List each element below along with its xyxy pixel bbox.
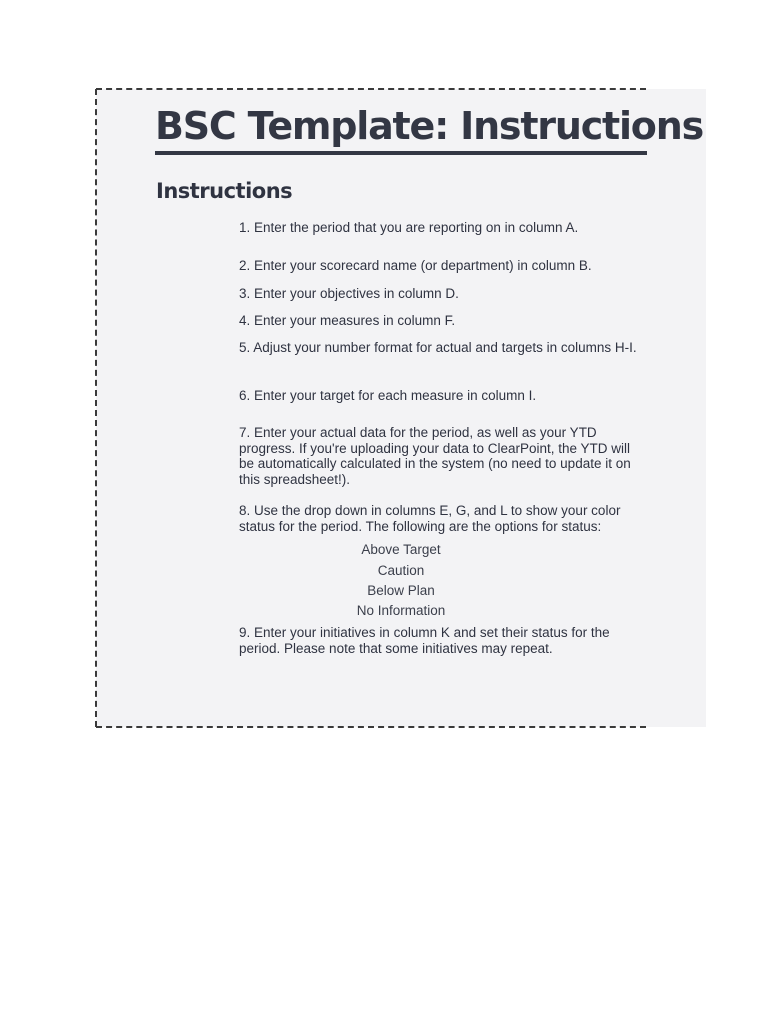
page-break-bottom bbox=[96, 726, 646, 728]
step-8: 8. Use the drop down in columns E, G, and L to show your color status for the period. The following are the options for status: bbox=[239, 503, 621, 534]
step-6: 6. Enter your target for each measure in column I. bbox=[239, 388, 537, 403]
page-break-top bbox=[96, 88, 646, 90]
page-break-left bbox=[95, 89, 97, 727]
status-option-above-target: Above Target bbox=[361, 542, 441, 557]
step-7: 7. Enter your actual data for the period, as well as your YTD progress. If you're uploading your data to ClearPoint, the YTD will be automatically calculated in the system (no need to update it on this spreadsheet!). bbox=[239, 425, 631, 487]
step-9: 9. Enter your initiatives in column K and set their status for the period. Please note that some initiatives may repeat. bbox=[239, 625, 610, 656]
step-5: 5. Adjust your number format for actual and targets in columns H-I. bbox=[239, 340, 637, 355]
title-cell bbox=[155, 100, 703, 156]
section-heading: Instructions bbox=[156, 179, 293, 203]
step-2: 2. Enter your scorecard name (or department) in column B. bbox=[239, 258, 592, 273]
status-option-below-plan: Below Plan bbox=[367, 583, 435, 598]
status-option-caution: Caution bbox=[377, 563, 425, 578]
page-title: BSC Template: Instructions bbox=[155, 104, 703, 148]
step-3: 3. Enter your objectives in column D. bbox=[239, 286, 459, 301]
status-option-no-information: No Information bbox=[356, 603, 446, 618]
step-1: 1. Enter the period that you are reporting on in column A. bbox=[239, 220, 579, 235]
title-underline bbox=[155, 151, 647, 155]
step-4: 4. Enter your measures in column F. bbox=[239, 313, 456, 328]
